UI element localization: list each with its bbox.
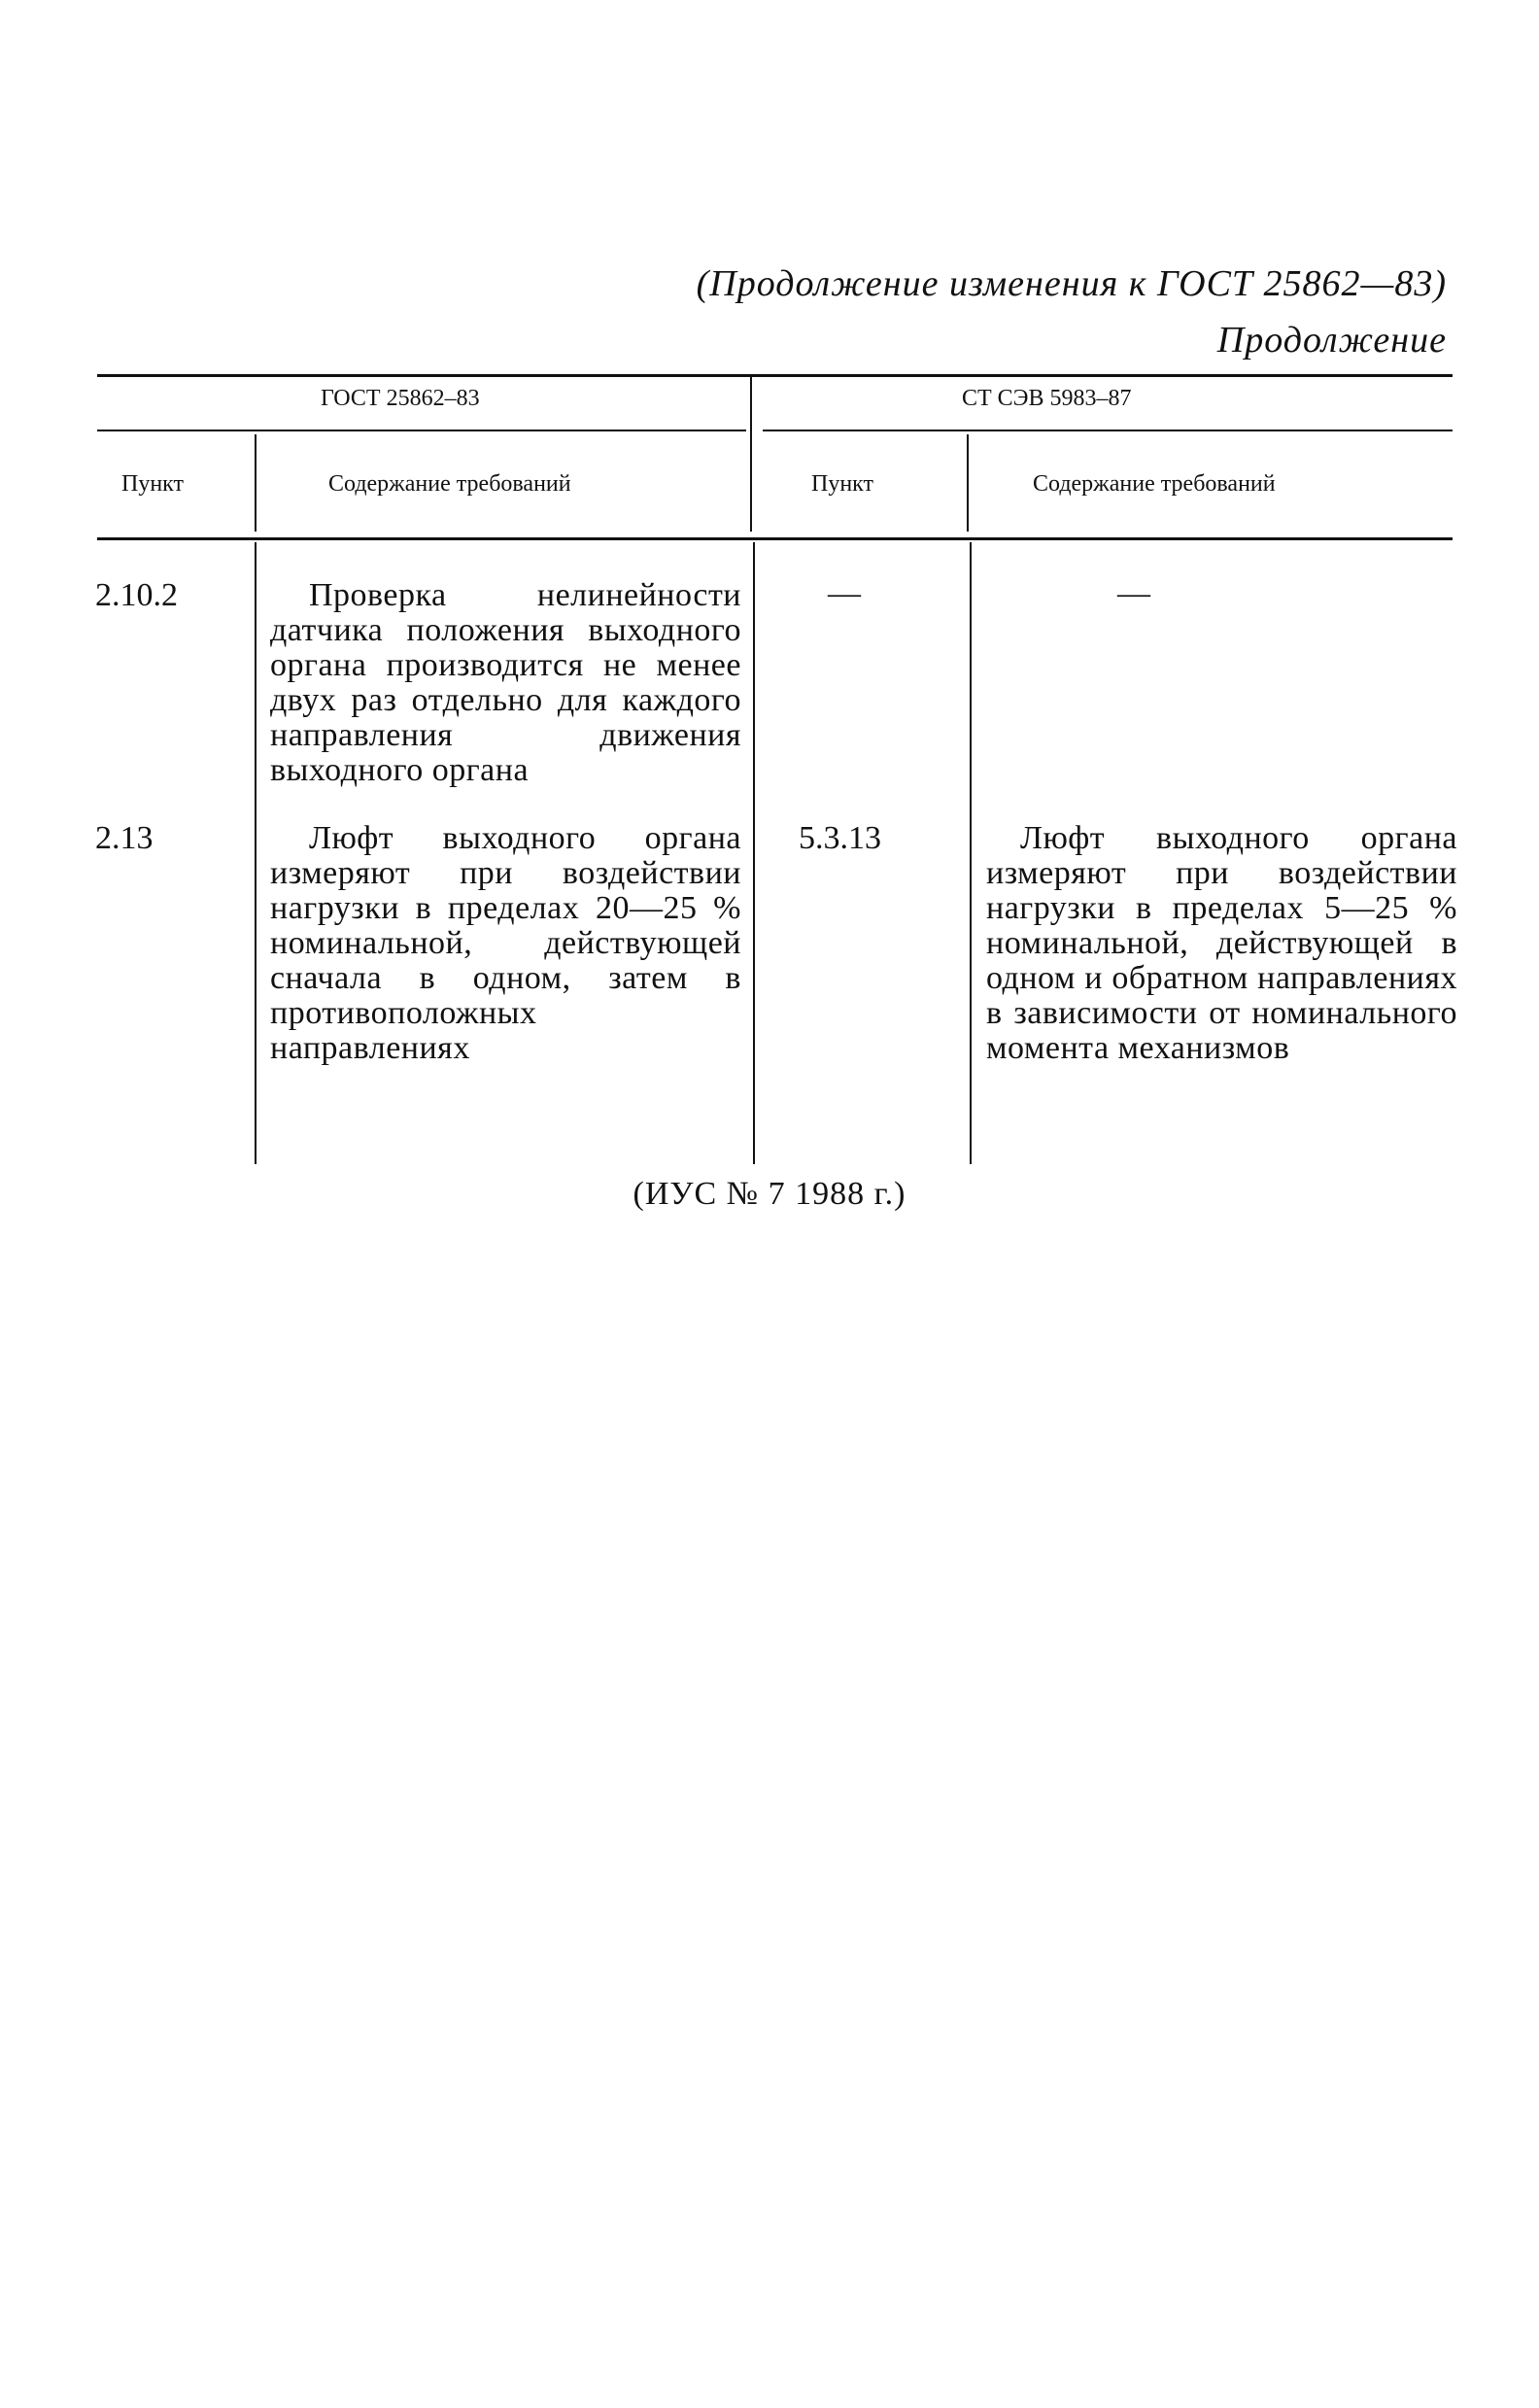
table-row-2-gost-text: Люфт выходного органа измеряют при воздействии нагрузки в пределах 20—25 % номинальной, действующей сначала в одном, затем в противоположных направлениях bbox=[270, 820, 741, 1066]
group-header-gost: ГОСТ 25862–83 bbox=[321, 386, 480, 411]
footer-note: (ИУС № 7 1988 г.) bbox=[633, 1176, 906, 1212]
column-divider-2-body bbox=[753, 542, 755, 1164]
group-header-rule-right bbox=[763, 430, 1453, 431]
table-row-1-st-text: — bbox=[1117, 575, 1150, 611]
table-row-1-gost-clause: 2.10.2 bbox=[95, 577, 178, 613]
continuation-title: (Продолжение изменения к ГОСТ 25862—83) bbox=[696, 263, 1447, 304]
column-divider-1-header bbox=[255, 434, 256, 532]
table-row-2-st-clause: 5.3.13 bbox=[799, 820, 881, 856]
table-top-rule bbox=[97, 374, 1453, 377]
table-row-2-gost-clause: 2.13 bbox=[95, 820, 154, 856]
column-divider-3-body bbox=[970, 542, 972, 1164]
column-divider-1-body bbox=[255, 542, 256, 1164]
table-row-1-st-clause: — bbox=[828, 575, 861, 611]
column-header-gost-clause: Пункт bbox=[121, 471, 185, 497]
column-divider-2-header bbox=[750, 434, 752, 532]
column-header-st-content: Содержание требований bbox=[1033, 471, 1276, 497]
column-header-st-clause: Пункт bbox=[811, 471, 874, 497]
column-header-gost-content: Содержание требований bbox=[328, 471, 571, 497]
column-divider-3-header bbox=[967, 434, 969, 532]
table-row-2-st-text: Люфт выходного органа измеряют при воздействии нагрузки в пределах 5—25 % номинальной, действующей в одном и обратном направлениях в зависимости от номинального момента механизмов bbox=[986, 820, 1457, 1066]
group-header-st-sev: СТ СЭВ 5983–87 bbox=[962, 386, 1132, 411]
column-header-rule bbox=[97, 537, 1453, 540]
continuation-label: Продолжение bbox=[1216, 320, 1447, 361]
group-header-rule-left bbox=[97, 430, 746, 431]
table-row-1-gost-text: Проверка нелинейности датчика положения выходного органа производится не менее двух раз отдельно для каждого направления движения выходного органа bbox=[270, 577, 741, 788]
